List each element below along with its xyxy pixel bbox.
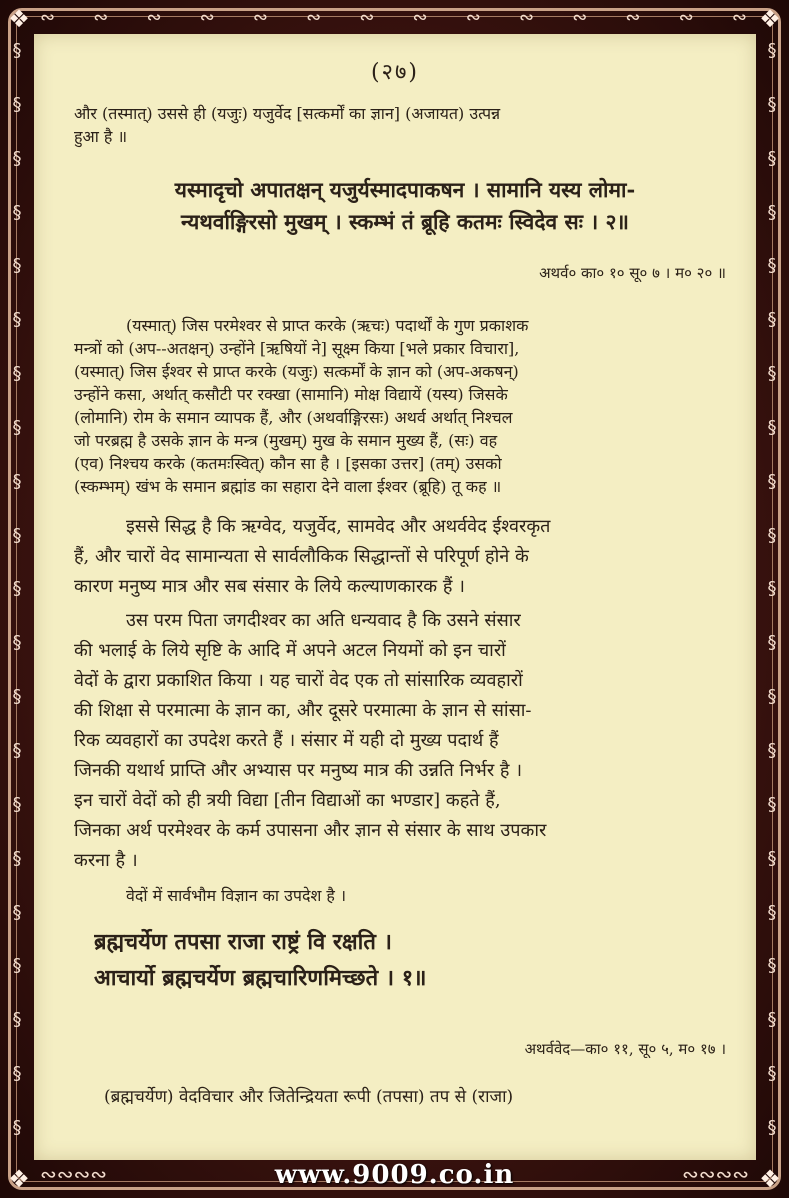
corner-ornament-icon: ❖ <box>759 5 781 33</box>
scanned-page <box>34 34 756 1160</box>
mantra-two-reference <box>74 1038 726 1061</box>
text-line: (स्कम्भम्) खंभ के समान ब्रह्मांड का सहारा देने वाला ईश्वर (ब्रूहि) तू कह ॥ <box>74 477 502 496</box>
top-ornament-row: ∾ ∾ ∾ ∾ ∾ ∾ ∾ ∾ ∾ ∾ ∾ ∾ ∾ ∾ <box>40 6 749 28</box>
text-line: वेदों के द्वारा प्रकाशित किया । यह चारों वेद एक तो सांसारिक व्यवहारों <box>74 670 523 691</box>
left-ornament-column: § § § § § § § § § § § § § § § § § § § § § <box>12 40 22 1138</box>
text-line: और (तस्मात्) उससे ही (यजुः) यजुर्वेद [सत्कर्मों का ज्ञान] (अजायत) उत्पन्न <box>74 104 501 123</box>
footer-ornament-icon: ∾∾∾∾ <box>681 1162 749 1186</box>
corner-ornament-icon: ❖ <box>8 5 30 33</box>
text-line: जिनकी यथार्थ प्राप्ति और अभ्यास पर मनुष्य मात्र की उन्नति निर्भर है । <box>74 760 523 781</box>
corner-ornament-icon: ❖ <box>8 1165 30 1193</box>
text-line: (लोमानि) रोम के समान व्यापक हैं, और (अथर्वाङ्गिरसः) अथर्व अर्थात् निश्चल <box>74 408 513 427</box>
text-line: (यस्मात्) जिस ईश्वर से प्राप्त करके (यजुः) सत्कर्मों के ज्ञान को (अप-अकषन्) <box>74 362 519 381</box>
page-number: (२७) <box>370 60 420 85</box>
intro-text <box>74 102 726 148</box>
reference-text: अथर्व० का० १० सू० ७ । म० २० ॥ <box>539 264 726 282</box>
subheading-text: वेदों में सार्वभौम विज्ञान का उपदेश है । <box>126 886 347 905</box>
text-line: (एव) निश्चय करके (कतमःस्वित्) कौन सा है । [इसका उत्तर] (तम्) उसको <box>74 454 502 473</box>
text-line: की भलाई के लिये सृष्टि के आदि में अपने अटल नियमों को इन चारों <box>74 640 506 661</box>
mantra-one-reference <box>74 262 726 285</box>
text-line: रिक व्यवहारों का उपदेश करते हैं । संसार में यही दो मुख्य पदार्थ हैं <box>74 730 499 751</box>
right-ornament-column: § § § § § § § § § § § § § § § § § § § § § <box>767 40 777 1138</box>
corner-ornament-icon: ❖ <box>759 1165 781 1193</box>
mantra-line: आचार्यो ब्रह्मचर्येण ब्रह्मचारिणमिच्छते । १॥ <box>94 965 427 991</box>
text-line: इन चारों वेदों को ही त्रयी विद्या [तीन विद्याओं का भण्डार] कहते हैं, <box>74 790 501 811</box>
text-line: हुआ है ॥ <box>74 127 128 146</box>
text-line: इससे सिद्ध है कि ऋग्वेद, यजुर्वेद, सामवेद और अथर्ववेद ईश्वरकृत <box>126 516 551 537</box>
mantra-line: न्यथर्वाङ्गिरसो मुखम् । स्कम्भं तं ब्रूहि कतमः स्विदेव सः । २॥ <box>180 209 630 234</box>
text-line: की शिक्षा से परमात्मा के ज्ञान का, और दूसरे परमात्मा के ज्ञान से सांसा- <box>74 700 532 721</box>
text-line: (यस्मात्) जिस परमेश्वर से प्राप्त करके (ऋचः) पदार्थों के गुण प्रकाशक <box>126 316 529 335</box>
paragraph-two <box>74 606 726 876</box>
paragraph-one <box>74 512 726 602</box>
text-line: कारण मनुष्य मात्र और सब संसार के लिये कल्याणकारक हैं । <box>74 576 465 597</box>
mantra-line: यस्मादृचो अपातक्षन् यजुर्यस्मादपाकषन । सामानि यस्य लोमा- <box>174 177 636 202</box>
closing-line <box>104 1086 726 1109</box>
mantra-one <box>84 174 726 238</box>
text-line: जिनका अर्थ परमेश्वर के कर्म उपासना और ज्ञान से संसार के साथ उपकार <box>74 820 547 841</box>
mantra-two <box>94 924 726 996</box>
text-line: जो परब्रह्म है उसके ज्ञान के मन्त्र (मुखम्) मुख के समान मुख्य हैं, (सः) वह <box>74 431 498 450</box>
reference-text: अथर्ववेद—का० ११, सू० ५, म० १७ । <box>524 1040 726 1058</box>
text-line: करना है । <box>74 850 138 871</box>
text-line: (ब्रह्मचर्येण) वेदविचार और जितेन्द्रियता रूपी (तपसा) तप से (राजा) <box>104 1087 514 1107</box>
footer-ornament-icon: ∾∾∾∾ <box>40 1162 108 1186</box>
text-line: उस परम पिता जगदीश्वर का अति धन्यवाद है कि उसने संसार <box>126 610 521 631</box>
section-subheading <box>74 884 726 907</box>
explanation-paragraph <box>74 314 726 498</box>
website-watermark: www.9009.co.in <box>274 1160 515 1190</box>
mantra-line: ब्रह्मचर्येण तपसा राजा राष्ट्रं वि रक्षति । <box>94 929 392 955</box>
text-line: उन्होंने कसा, अर्थात् कसौटी पर रक्खा (सामानि) मोक्ष विद्यायें (यस्य) जिसके <box>74 385 508 404</box>
text-line: हैं, और चारों वेद सामान्यता से सार्वलौकिक सिद्धान्तों से परिपूर्ण होने के <box>74 546 529 567</box>
text-line: मन्त्रों को (अप--अतक्षन्) उन्होंने [ऋषियों ने] सूक्ष्म किया [भले प्रकार विचारा], <box>74 339 520 358</box>
